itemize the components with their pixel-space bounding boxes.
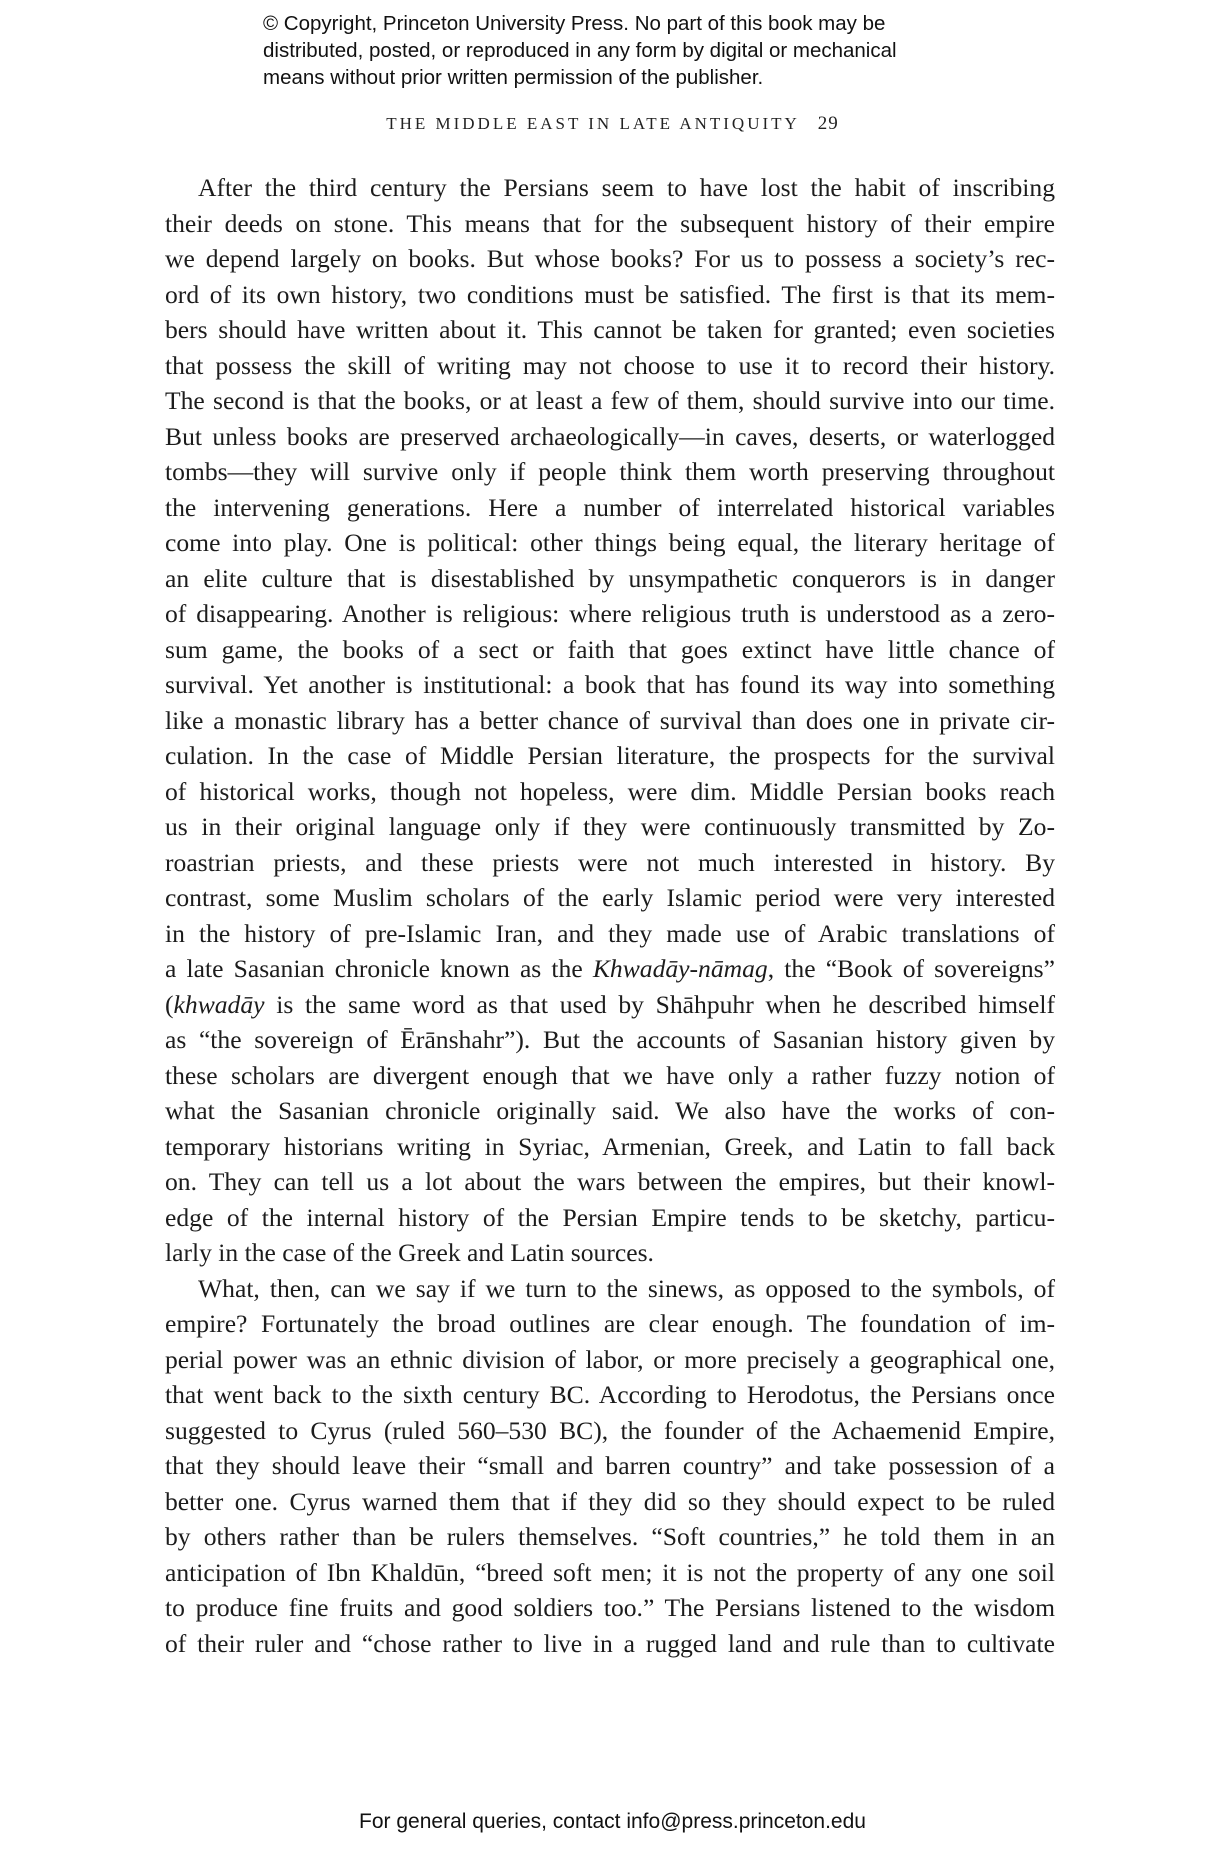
- text-line: that they should leave their “small and barren country” and take possession of a: [165, 1451, 1055, 1480]
- text-line: empire? Fortunately the broad outlines are clear enough. The foundation of im-: [165, 1309, 1055, 1338]
- text-line: that went back to the sixth century BC. According to Herodotus, the Persians once: [165, 1380, 1055, 1409]
- paragraph-2: [165, 1271, 1055, 1662]
- copyright-line: distributed, posted, or reproduced in any form by digital or mechanical: [263, 39, 897, 62]
- body-text: [165, 170, 1055, 1661]
- text-line: temporary historians writing in Syriac, Armenian, Greek, and Latin to fall back: [165, 1131, 1055, 1161]
- text-line: us in their original language only if they were continuously transmitted by Zo-: [165, 812, 1055, 841]
- text-line: we depend largely on books. But whose books? For us to possess a society’s rec-: [165, 244, 1055, 273]
- text-line: (khwadāy is the same word as that used by Shāhpuhr when he described himself: [165, 989, 1055, 1019]
- text-line: roastrian priests, and these priests were not much interested in history. By: [165, 847, 1055, 877]
- text-line: ord of its own history, two conditions must be satisfied. The first is that its mem-: [165, 279, 1055, 309]
- text-line: the intervening generations. Here a number of interrelated historical variables: [165, 492, 1055, 522]
- text-line: survival. Yet another is institutional: a book that has found its way into something: [165, 670, 1055, 699]
- copyright-notice: [263, 10, 1023, 91]
- running-head-title: THE MIDDLE EAST IN LATE ANTIQUITY: [386, 114, 800, 133]
- text-line: that possess the skill of writing may not choose to use it to record their history.: [165, 350, 1055, 380]
- text-line: After the third century the Persians seem to have lost the habit of inscribing: [198, 173, 1055, 202]
- text-line: an elite culture that is disestablished by unsympathetic conquerors is in danger: [165, 563, 1055, 593]
- text-line: in the history of pre-Islamic Iran, and they made use of Arabic translations of: [165, 918, 1055, 948]
- text-line: on. They can tell us a lot about the wars between the empires, but their knowl-: [165, 1167, 1055, 1196]
- paragraph-1-tail: [165, 1022, 1055, 1271]
- text-line: perial power was an ethnic division of labor, or more precisely a geographical one,: [165, 1344, 1055, 1374]
- text-line: suggested to Cyrus (ruled 560–530 BC), the founder of the Achaemenid Empire,: [165, 1415, 1055, 1445]
- text-line: come into play. One is political: other things being equal, the literary heritage of: [165, 528, 1055, 557]
- text-line: The second is that the books, or at least a few of them, should survive into our time.: [165, 386, 1055, 415]
- text-line: better one. Cyrus warned them that if they did so they should expect to be ruled: [165, 1486, 1055, 1516]
- footer-contact: For general queries, contact info@press.princeton.edu: [359, 1810, 866, 1833]
- text-line: sum game, the books of a sect or faith that goes extinct have little chance of: [165, 634, 1055, 664]
- text-line: as “the sovereign of Ērānshahr”). But the accounts of Sasanian history given by: [165, 1025, 1055, 1054]
- text-line: by others rather than be rulers themselves. “Soft countries,” he told them in an: [165, 1522, 1055, 1551]
- text-line: of historical works, though not hopeless, were dim. Middle Persian books reach: [165, 776, 1055, 806]
- text-line: to produce fine fruits and good soldiers too.” The Persians listened to the wisdom: [165, 1593, 1055, 1622]
- text-line: their deeds on stone. This means that for the subsequent history of their empire: [165, 208, 1055, 238]
- copyright-line: © Copyright, Princeton University Press. No part of this book may be: [263, 12, 886, 35]
- text-line: larly in the case of the Greek and Latin sources.: [165, 1238, 654, 1267]
- text-line: like a monastic library has a better chance of survival than does one in private cir-: [165, 705, 1055, 735]
- running-head: [165, 113, 1060, 135]
- text-line: a late Sasanian chronicle known as the Khwadāy-nāmag, the “Book of sovereigns”: [165, 954, 1055, 983]
- text-line: of their ruler and “chose rather to live in a rugged land and rule than to cultivate: [165, 1628, 1055, 1658]
- text-line: bers should have written about it. This cannot be taken for granted; even societies: [165, 315, 1055, 344]
- italic-term: khwadāy: [173, 989, 265, 1019]
- text-line: what the Sasanian chronicle originally said. We also have the works of con-: [165, 1096, 1055, 1125]
- paragraph-1: [165, 170, 1055, 951]
- text-line: anticipation of Ibn Khaldūn, “breed soft men; it is not the property of any one soil: [165, 1557, 1055, 1587]
- text-line: contrast, some Muslim scholars of the early Islamic period were very interested: [165, 883, 1055, 912]
- italic-title: Khwadāy-nāmag: [592, 954, 768, 983]
- text-line: What, then, can we say if we turn to the sinews, as opposed to the symbols, of: [198, 1273, 1055, 1303]
- text-line: these scholars are divergent enough that we have only a rather fuzzy notion of: [165, 1060, 1055, 1090]
- page-number: 29: [817, 113, 839, 134]
- text-line: edge of the internal history of the Persian Empire tends to be sketchy, particu-: [165, 1202, 1055, 1232]
- copyright-line: means without prior written permission of the publisher.: [263, 66, 764, 89]
- text-line: tombs—they will survive only if people think them worth preserving throughout: [165, 457, 1055, 486]
- text-line: of disappearing. Another is religious: where religious truth is understood as a zero-: [165, 599, 1055, 628]
- text-line: culation. In the case of Middle Persian literature, the prospects for the survival: [165, 741, 1055, 770]
- text-line: But unless books are preserved archaeologically—in caves, deserts, or waterlogged: [165, 421, 1055, 451]
